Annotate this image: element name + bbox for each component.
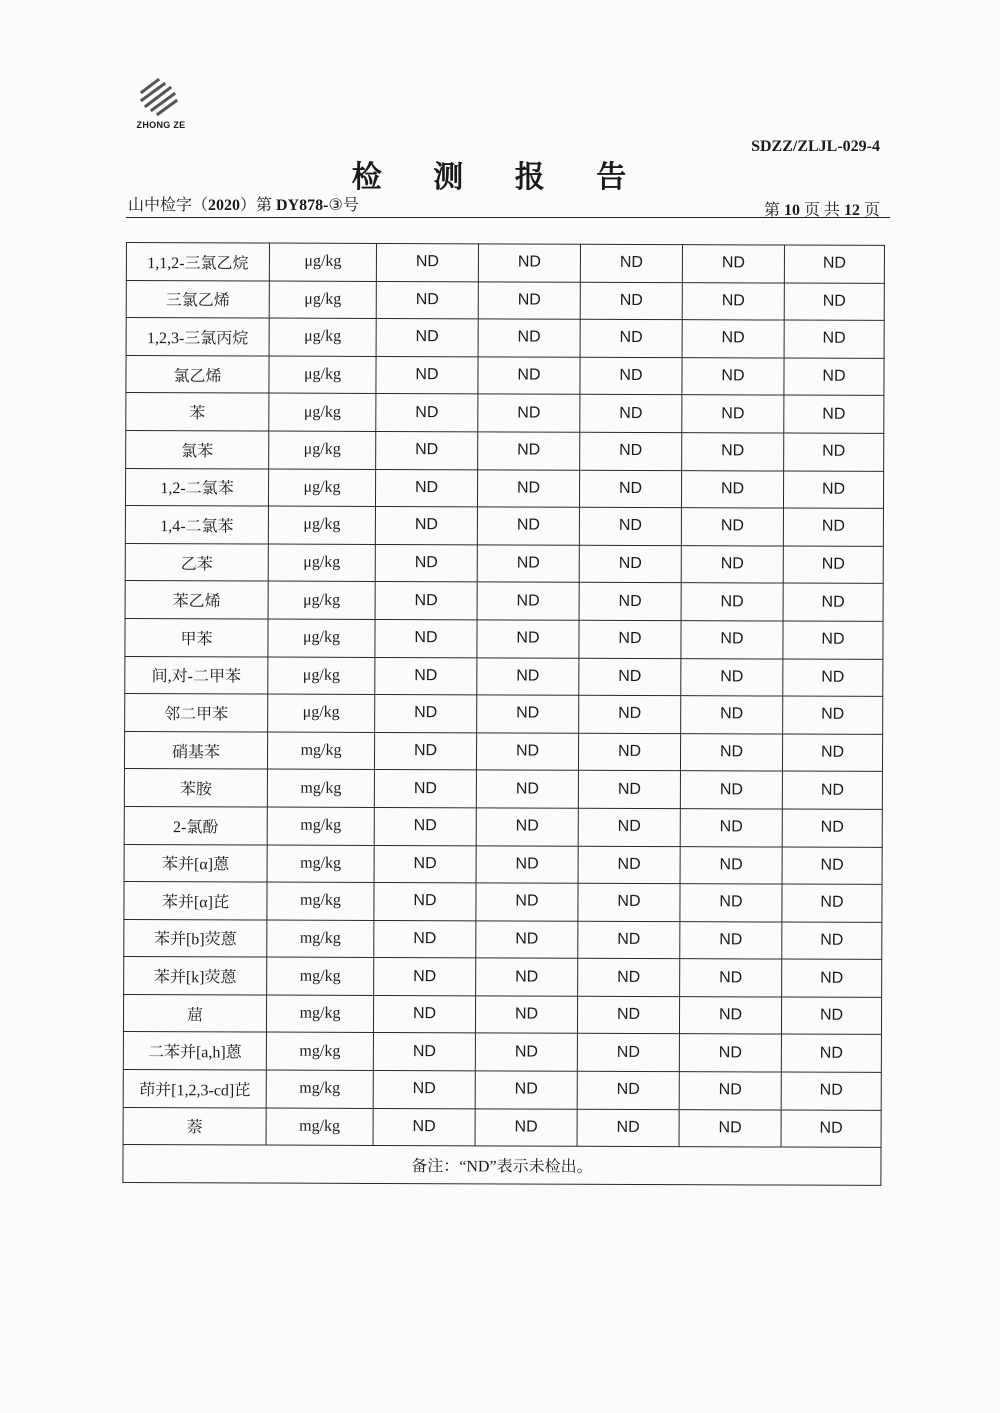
unit-cell: mg/kg [267, 732, 374, 770]
result-cell: ND [475, 996, 577, 1034]
results-table [122, 242, 885, 1186]
result-cell: ND [477, 469, 579, 507]
result-cell: ND [477, 545, 579, 583]
result-cell: ND [682, 245, 784, 283]
compound-name: 邻二甲苯 [125, 694, 268, 732]
result-cell: ND [680, 733, 782, 771]
result-cell: ND [477, 507, 579, 545]
result-cell: ND [681, 658, 783, 696]
unit-cell: μg/kg [268, 469, 375, 507]
table-row [123, 1107, 881, 1148]
result-cell: ND [476, 733, 578, 771]
result-cell: ND [783, 583, 883, 621]
header-divider [126, 217, 890, 218]
table-row [126, 355, 884, 396]
table-row [126, 280, 884, 321]
result-cell: ND [782, 959, 882, 997]
result-cell: ND [578, 959, 680, 997]
result-cell: ND [781, 997, 881, 1035]
table-row [125, 506, 883, 547]
table-row [124, 844, 882, 885]
compound-name: 间,对-二甲苯 [125, 656, 268, 694]
compound-name: 乙苯 [125, 543, 268, 581]
results-table-body [123, 243, 885, 1186]
compound-name: 苯并[α]蒽 [124, 844, 267, 882]
table-note: 备注：“ND”表示未检出。 [123, 1145, 881, 1186]
unit-cell: μg/kg [269, 431, 376, 469]
unit-cell: mg/kg [267, 807, 374, 845]
result-cell: ND [476, 958, 578, 996]
result-cell: ND [478, 281, 580, 319]
result-cell: ND [478, 394, 580, 432]
logo-stripes-icon [128, 78, 194, 122]
table-row [125, 468, 883, 509]
unit-cell: μg/kg [268, 619, 375, 657]
report-code: DY878- [276, 197, 329, 214]
result-cell: ND [475, 1033, 577, 1071]
report-prefix: 山中检字（ [128, 197, 209, 214]
unit-cell: μg/kg [268, 657, 375, 695]
report-suffix: ③号 [328, 197, 359, 214]
result-cell: ND [580, 357, 682, 395]
unit-cell: mg/kg [267, 920, 374, 958]
result-cell: ND [577, 1034, 679, 1072]
result-cell: ND [578, 808, 680, 846]
unit-cell: μg/kg [268, 506, 375, 544]
result-cell: ND [375, 507, 477, 545]
result-cell: ND [373, 1071, 475, 1109]
page-label-2: 页 共 [799, 202, 844, 219]
compound-name: 苯乙烯 [125, 581, 268, 619]
result-cell: ND [682, 395, 784, 433]
table-row [123, 1070, 881, 1111]
result-cell: ND [476, 921, 578, 959]
compound-name: 苯胺 [124, 769, 267, 807]
result-cell: ND [784, 245, 884, 283]
table-row [123, 1032, 881, 1073]
result-cell: ND [783, 471, 883, 509]
result-cell: ND [679, 997, 781, 1035]
result-cell: ND [782, 847, 882, 885]
result-cell: ND [681, 470, 783, 508]
result-cell: ND [782, 771, 882, 809]
table-row [124, 919, 882, 960]
unit-cell: mg/kg [267, 769, 374, 807]
unit-cell: μg/kg [268, 544, 375, 582]
result-cell: ND [374, 958, 476, 996]
compound-name: 二苯并[a,h]蒽 [123, 1032, 266, 1070]
compound-name: 䓛 [123, 994, 266, 1032]
result-cell: ND [679, 1034, 781, 1072]
result-cell: ND [781, 1034, 881, 1072]
result-cell: ND [784, 395, 884, 433]
table-row [125, 694, 883, 735]
result-cell: ND [578, 771, 680, 809]
result-cell: ND [375, 619, 477, 657]
result-cell: ND [373, 1108, 475, 1146]
result-cell: ND [784, 320, 884, 358]
result-cell: ND [579, 583, 681, 621]
table-row [126, 393, 884, 434]
result-cell: ND [784, 433, 884, 471]
table-row [126, 430, 884, 471]
result-cell: ND [679, 1072, 781, 1110]
result-cell: ND [376, 356, 478, 394]
result-cell: ND [781, 1072, 881, 1110]
unit-cell: μg/kg [268, 694, 375, 732]
result-cell: ND [477, 657, 579, 695]
report-number [128, 192, 359, 215]
compound-name: 萘 [123, 1107, 266, 1145]
compound-name: 硝基苯 [124, 731, 267, 769]
table-row [125, 543, 883, 584]
result-cell: ND [680, 884, 782, 922]
table-row [124, 769, 882, 810]
result-cell: ND [783, 696, 883, 734]
result-cell: ND [782, 809, 882, 847]
result-cell: ND [680, 921, 782, 959]
result-cell: ND [682, 433, 784, 471]
result-cell: ND [578, 733, 680, 771]
result-cell: ND [579, 658, 681, 696]
result-cell: ND [682, 357, 784, 395]
report-year: 2020 [208, 197, 241, 214]
result-cell: ND [476, 808, 578, 846]
result-cell: ND [681, 621, 783, 659]
result-cell: ND [579, 470, 681, 508]
table-row [124, 806, 882, 847]
unit-cell: μg/kg [268, 581, 375, 619]
unit-cell: mg/kg [266, 1033, 373, 1071]
result-cell: ND [373, 995, 475, 1033]
table-row [124, 731, 882, 772]
result-cell: ND [580, 395, 682, 433]
result-cell: ND [374, 770, 476, 808]
logo-text: ZHONG ZE [136, 120, 186, 130]
result-cell: ND [578, 846, 680, 884]
compound-name: 三氯乙烯 [126, 280, 269, 318]
result-cell: ND [375, 695, 477, 733]
result-cell: ND [477, 695, 579, 733]
result-cell: ND [476, 845, 578, 883]
result-cell: ND [477, 582, 579, 620]
result-cell: ND [682, 282, 784, 320]
result-cell: ND [478, 357, 580, 395]
result-cell: ND [580, 244, 682, 282]
table-row [124, 957, 882, 998]
result-cell: ND [376, 431, 478, 469]
document-code: SDZZ/ZLJL-029-4 [751, 138, 880, 155]
result-cell: ND [375, 544, 477, 582]
report-mid: ）第 [240, 197, 277, 214]
result-cell: ND [578, 883, 680, 921]
result-cell: ND [579, 620, 681, 658]
result-cell: ND [680, 809, 782, 847]
result-cell: ND [679, 1109, 781, 1147]
result-cell: ND [781, 1110, 881, 1148]
table-row [126, 318, 884, 359]
compound-name: 甲苯 [125, 618, 268, 656]
compound-name: 1,2-二氯苯 [125, 468, 268, 506]
result-cell: ND [682, 320, 784, 358]
unit-cell: mg/kg [266, 995, 373, 1033]
result-cell: ND [579, 507, 681, 545]
unit-cell: mg/kg [267, 957, 374, 995]
result-cell: ND [782, 734, 882, 772]
page-label-1: 第 [763, 202, 784, 219]
result-cell: ND [577, 1109, 679, 1147]
result-cell: ND [784, 283, 884, 321]
result-cell: ND [374, 920, 476, 958]
result-cell: ND [783, 546, 883, 584]
unit-cell: μg/kg [269, 318, 376, 356]
compound-name: 苯并[α]芘 [124, 882, 267, 920]
compound-name: 苯并[b]荧蒽 [124, 919, 267, 957]
result-cell: ND [579, 695, 681, 733]
result-cell: ND [375, 469, 477, 507]
table-row [126, 243, 884, 284]
table-row [123, 994, 881, 1035]
unit-cell: mg/kg [266, 1070, 373, 1108]
result-cell: ND [374, 807, 476, 845]
unit-cell: μg/kg [269, 393, 376, 431]
result-cell: ND [376, 394, 478, 432]
result-cell: ND [579, 545, 681, 583]
compound-name: 氯乙烯 [126, 355, 269, 393]
result-cell: ND [680, 959, 782, 997]
page-label-3: 页 [859, 202, 880, 219]
result-cell: ND [476, 770, 578, 808]
result-cell: ND [475, 1071, 577, 1109]
result-cell: ND [782, 922, 882, 960]
result-cell: ND [375, 582, 477, 620]
compound-name: 1,2,3-三氯丙烷 [126, 318, 269, 356]
result-cell: ND [376, 243, 478, 281]
unit-cell: μg/kg [269, 243, 376, 281]
unit-cell: μg/kg [269, 281, 376, 319]
compound-name: 苯并[k]荧蒽 [124, 957, 267, 995]
compound-name: 茚并[1,2,3-cd]芘 [123, 1070, 266, 1108]
result-cell: ND [680, 846, 782, 884]
result-cell: ND [477, 620, 579, 658]
result-cell: ND [681, 545, 783, 583]
result-cell: ND [374, 883, 476, 921]
result-cell: ND [784, 358, 884, 396]
page-total: 12 [843, 202, 860, 219]
result-cell: ND [580, 282, 682, 320]
result-cell: ND [577, 1071, 679, 1109]
unit-cell: μg/kg [269, 356, 376, 394]
result-cell: ND [376, 319, 478, 357]
result-cell: ND [478, 432, 580, 470]
result-cell: ND [578, 921, 680, 959]
result-cell: ND [681, 583, 783, 621]
result-cell: ND [681, 508, 783, 546]
result-cell: ND [374, 732, 476, 770]
company-logo [128, 78, 194, 134]
compound-name: 2-氯酚 [124, 806, 267, 844]
result-cell: ND [782, 884, 882, 922]
unit-cell: mg/kg [267, 882, 374, 920]
compound-name: 苯 [126, 393, 269, 431]
result-cell: ND [376, 281, 478, 319]
result-cell: ND [783, 508, 883, 546]
page-title: 检 测 报 告 [351, 161, 649, 194]
result-cell: ND [783, 621, 883, 659]
result-cell: ND [476, 883, 578, 921]
result-cell: ND [374, 845, 476, 883]
compound-name: 1,1,2-三氯乙烷 [126, 243, 269, 281]
table-row [124, 882, 882, 923]
compound-name: 氯苯 [126, 430, 269, 468]
result-cell: ND [681, 696, 783, 734]
page-number: 10 [783, 202, 800, 219]
result-cell: ND [375, 657, 477, 695]
result-cell: ND [475, 1109, 577, 1147]
note-row [123, 1145, 881, 1186]
result-cell: ND [580, 432, 682, 470]
unit-cell: mg/kg [267, 845, 374, 883]
result-cell: ND [478, 319, 580, 357]
compound-name: 1,4-二氯苯 [125, 506, 268, 544]
unit-cell: mg/kg [266, 1108, 373, 1146]
table-row [125, 581, 883, 622]
result-cell: ND [783, 659, 883, 697]
result-cell: ND [680, 771, 782, 809]
result-cell: ND [478, 244, 580, 282]
table-row [125, 656, 883, 697]
result-cell: ND [580, 319, 682, 357]
result-cell: ND [373, 1033, 475, 1071]
result-cell: ND [577, 996, 679, 1034]
table-row [125, 618, 883, 659]
